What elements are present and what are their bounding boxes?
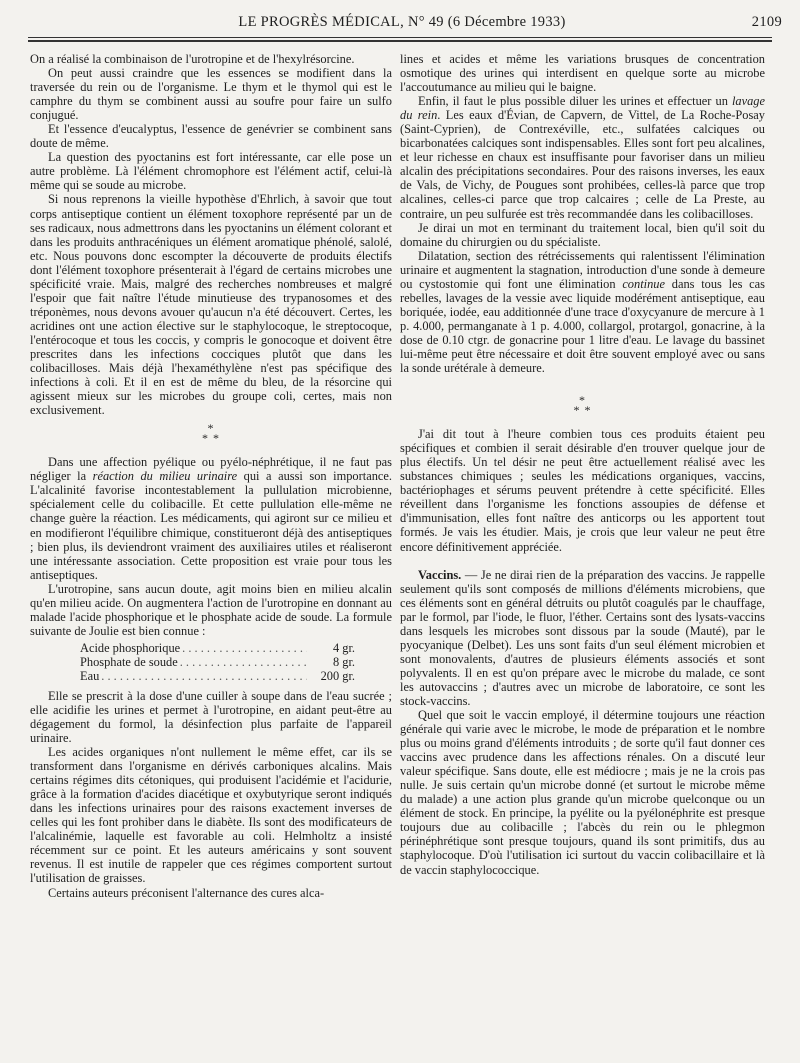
page-header bbox=[22, 14, 782, 34]
paragraph: Vaccins. — Je ne dirai rien de la préparation des vaccins. Je rappelle seulement qu'ils sont composés de millions d'éléments microbiens, que ces éléments sont en général détruits ou plutôt coagulés par le chauffage, par le formol, par l'iode, le fluor, l'éther. Certains sont des lysats-vaccins dans lesquels les microbes sont dissous par la soude (Mauté), par le pyocyanique (Delbet). Les uns sont faits d'un seul élément microbien et sont monovalents, d'autres de plusieurs éléments associés et sont polyvalents. Il en est qu'on prépare avec le microbe du malade, ce sont les autovaccins ; d'autres avec un microbe de laboratoire, ce sont les stock-vaccins. bbox=[400, 567, 765, 708]
paragraph: Si nous reprenons la vieille hypothèse d'Ehrlich, à savoir que tout corps antiseptique contient un élément toxophore représenté par un de ses radicaux, nous admettrons dans les pyoctanins un élément colorant et dans les produits anthracéniques un élément aromatique phénolé, salolé, etc. Nous pouvons donc escompter la découverte de produits électifs dont l'élément toxophore présenterait à l'égard de certains microbes une spécificité vraie. Mais, malgré des recherches nombreuses et malgré l'espoir que fait naître l'étude minutieuse des trypanosomes et des tréponèmes, nous devons avouer qu'aucun n'a été découvert. Certes, les acridines ont une action élective sur le staphylocoque, le streptocoque, l'entérocoque et tous les coccis, y compris le gonocoque et doivent être prescrites dans les infections cocciques plutôt que dans les colibacilloses. Mais déjà l'hexaméthylène n'est pas spécifique des infections à coli. Et il en est de même du bleu, de la résorcine qui agissent mieux sur les microbes du groupe coli, certes, mais non exclusivement. bbox=[30, 192, 392, 418]
formula-row: Phosphate de soude . . . 8 gr. bbox=[80, 655, 355, 669]
formula-row: Eau . . . 200 gr. bbox=[80, 669, 355, 683]
paragraph: Dans une affection pyélique ou pyélo-néphrétique, il ne faut pas négliger la réaction du milieu urinaire qui a aussi son importance. L'alcalinité favorise incontestablement la pullulation microbienne, spécialement celle du colibacille. Et cette pullulation elle-même ne change guère la réaction. Les médicaments, qui agiront sur ce milieu et en modifieront l'équilibre chimique, constitueront déjà des antiseptiques ; bien plus, ils deviendront vraiment des auxiliaires utiles et réaliseront une intéressante association. Cette proposition est vraie pour tous les antiseptiques. bbox=[30, 455, 392, 582]
paragraph: Et l'essence d'eucalyptus, l'essence de genévrier se combinent sans doute de même. bbox=[30, 122, 392, 151]
paragraph: Les acides organiques n'ont nullement le même effet, car ils se transforment dans l'organisme en dérivés carboniques alcalins. Mais certains régimes dits cétoniques, qui produisent l'acidémie et l'acidurie, grâce à la formation d'acides diacétique et oxybutyrique seront indiqués dans les infections urinaires pour des raisons exactement inverses de celles qui les font prohiber dans le diabète. Ils sont des modificateurs de l'alcalinémie, laquelle est favorable au coli. Helmholtz a insisté récemment sur ce point. Et les auteurs américains y sont souvent revenus. Il est inutile de rappeler que ces régimes comportent surtout l'utilisation de graisses. bbox=[30, 745, 392, 886]
section-separator: * * * bbox=[573, 393, 592, 418]
right-column bbox=[400, 52, 765, 877]
paragraph: On peut aussi craindre que les essences se modifient dans la traversée du rein ou de l'organisme. Le thym et le thymol qui est le camphre du thym se combinent aussi au soufre pour faire un sulfo conjugué. bbox=[30, 66, 392, 123]
paragraph: L'urotropine, sans aucun doute, agit moins bien en milieu alcalin qu'en milieu acide. On augmentera l'action de l'urotropine en donnant au malade l'acide phosphorique et le phosphate acide de soude. La formule suivante de Joulie est bien connue : bbox=[30, 581, 392, 638]
section-separator: * * * bbox=[202, 421, 220, 446]
page-number: 2109 bbox=[751, 14, 782, 30]
paragraph: Quel que soit le vaccin employé, il détermine toujours une réaction générale qui varie avec le microbe, le mode de préparation et le nombre plus ou moins grand d'éléments introduits ; de sorte qu'il faut donner ces vaccins avec prudence dans les affections rénales. On a discuté leur valeur spécifique. Sans doute, elle est médiocre ; mais je ne la crois pas nulle. Je suis certain qu'un microbe donné (et surtout le microbe même du malade) a une action plus grande qu'un microbe quelconque ou un élément de stock. En principe, la pyélite ou la pyélonéphrite est presque toujours due au colibacille ; l'abcès du rein ou le phlegmon périnéphrétique sont presque toujours, quand ils sont primitifs, dus au staphylocoque. D'où l'utilisation ici surtout du vaccin colibacillaire et là de vaccin staphylococcique. bbox=[400, 708, 765, 877]
paragraph: Je dirai un mot en terminant du traitement local, bien qu'il soit du domaine du chirurgien ou du spécialiste. bbox=[400, 220, 765, 249]
formula-row: Acide phosphorique . . . 4 gr. bbox=[80, 641, 355, 655]
paragraph: lines et acides et même les variations brusques de concentration osmotique des urines qui interdisent en quelque sorte au microbe l'accoutumance au milieu qui le baigne. bbox=[400, 52, 765, 95]
header-rule-thick bbox=[28, 40, 772, 42]
paragraph: Enfin, il faut le plus possible diluer les urines et effectuer un lavage du rein. Les eaux d'Évian, de Capvern, de Vittel, de La Roche-Posay (Saint-Cyprien), de Contrexéville, etc., sulfatées calciques ou bicarbonatées calciques sont indispensables. Elles sont fort peu alcalines, et leur richesse en chaux est insuffisante pour favoriser dans un milieu alcalin des précipitations secondaires. Pour des raisons inverses, les eaux de Vals, de Vichy, de Pougues sont prohibées, celles-là parce que trop alcalines, celles-ci parce que trop calcaires ; celle de La Preste, au contraire, un peu sulfurée est très recommandée dans les colibacilloses. bbox=[400, 94, 765, 221]
header-rule bbox=[28, 37, 772, 38]
running-title: LE PROGRÈS MÉDICAL, N° 49 (6 Décembre 1933) bbox=[238, 14, 566, 30]
paragraph: Dilatation, section des rétrécissements qui ralentissent l'élimination urinaire et augmentent la stagnation, introduction d'une sonde à demeure ou cystostomie qui font une élimination continue dans tous les cas rebelles, lavages de la vessie avec liquide modérément antiseptique, eau boriquée, iodée, eau additionnée d'une trace d'oxycyanure de mercure à 1 p. 4.000, permanganate à 1 p. 4.000, collargol, protargol, gonacrine, à la dose de 0.10 ctgr. de gonacrine pour 1 litre d'eau. Le lavage du bassinet lui-même peut être nécessaire et doit être souvent employé avec ou sans la sonde urétérale à demeure. bbox=[400, 248, 766, 376]
formula-table bbox=[80, 641, 355, 683]
section-title: Vaccins. bbox=[418, 567, 462, 582]
paragraph: Certains auteurs préconisent l'alternance des cures alca- bbox=[48, 885, 325, 900]
paragraph: Elle se prescrit à la dose d'une cuiller à soupe dans de l'eau sucrée ; elle acidifie les urines et permet à l'urotropine, en aidant peut-être au dégagement du formol, la désinfection plus parfaite de l'appareil urinaire. bbox=[30, 688, 392, 746]
left-column bbox=[30, 52, 392, 900]
paragraph: La question des pyoctanins est fort intéressante, car elle pose un autre problème. Là l'élément chromophore est l'élément actif, celui-là même qui se soude au microbe. bbox=[30, 150, 392, 193]
paragraph: On a réalisé la combinaison de l'urotropine et de l'hexylrésorcine. bbox=[30, 52, 355, 66]
paragraph: J'ai dit tout à l'heure combien tous ces produits étaient peu spécifiques et combien il serait désirable d'en trouver quelque jour de plus électifs. Un tel désir ne peut être actuellement réalisé avec les substances chimiques ; seules les médications organiques, vaccins, bactériophages et sérums peuvent prétendre à cette spécificité. Elles réveillent dans l'organisme les fonctions assoupies de défense et d'immunisation, elles font naître des anticorps ou les apportent tout formés. Je vais les étudier. Mais, je crois que leur valeur ne peut être encore définitivement appréciée. bbox=[400, 427, 765, 554]
